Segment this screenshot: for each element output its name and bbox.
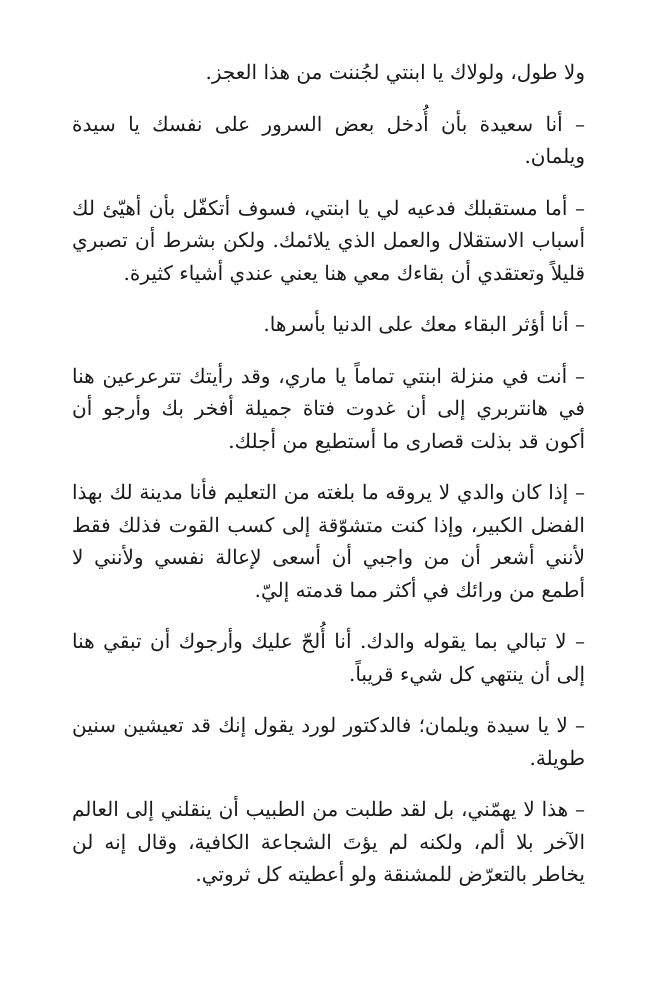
paragraph-7: – لا تبالي بما يقوله والدك. أنا أُلحّ عليك وأرجوك أن تبقي هنا إلى أن ينتهي كل شيء قريباً. bbox=[72, 629, 585, 686]
paragraph-9: – هذا لا يهمّني، بل لقد طلبت من الطبيب أن ينقلني إلى العالم الآخر بلا ألم، ولكنه لم يؤتَ الشجاعة الكافية، وقال إنه لن يخاطر بالتعرّض للمشنقة ولو أعطيته كل ثروتي. bbox=[72, 797, 585, 886]
paragraph-4: – أنا أؤثر البقاء معك على الدنيا بأسرها. bbox=[263, 312, 585, 336]
paragraph-2: – أنا سعيدة بأن أُدخل بعض السرور على نفسك يا سيدة ويلمان. bbox=[72, 111, 585, 168]
page-body-text bbox=[72, 56, 585, 891]
paragraph-3: – أما مستقبلك فدعيه لي يا ابنتي، فسوف أتكفّل بأن أهيّئ لك أسباب الاستقلال والعمل الذي يلائمك. ولكن بشرط أن تصبري قليلاً وتعتقدي أن بقاءك معي هنا يعني عندي أشياء كثيرة. bbox=[72, 195, 585, 285]
paragraph-6: – إذا كان والدي لا يروقه ما بلغته من التعليم فأنا مدينة لك بهذا الفضل الكبير، وإذا كنت متشوّقة إلى كسب القوت فذلك فقط لأنني أشعر أن من واجبي أن أسعى لإعالة نفسي ولأنني لا أطمع من ورائك في أكثر مما قدمته إليّ. bbox=[72, 480, 586, 602]
paragraph-8: – لا يا سيدة ويلمان؛ فالدكتور لورد يقول إنك قد تعيشين سنين طويلة. bbox=[72, 713, 585, 770]
paragraph-5: – أنت في منزلة ابنتي تماماً يا ماري، وقد رأيتك تترعرعين هنا في هانتربري إلى أن غدوت فتاة جميلة أفخر بك وأرجو أن أكون قد بذلت قصارى ما أستطيع من أجلك. bbox=[72, 363, 585, 453]
paragraph-1: ولا طول، ولولاك يا ابنتي لجُننت من هذا العجز. bbox=[205, 60, 585, 84]
